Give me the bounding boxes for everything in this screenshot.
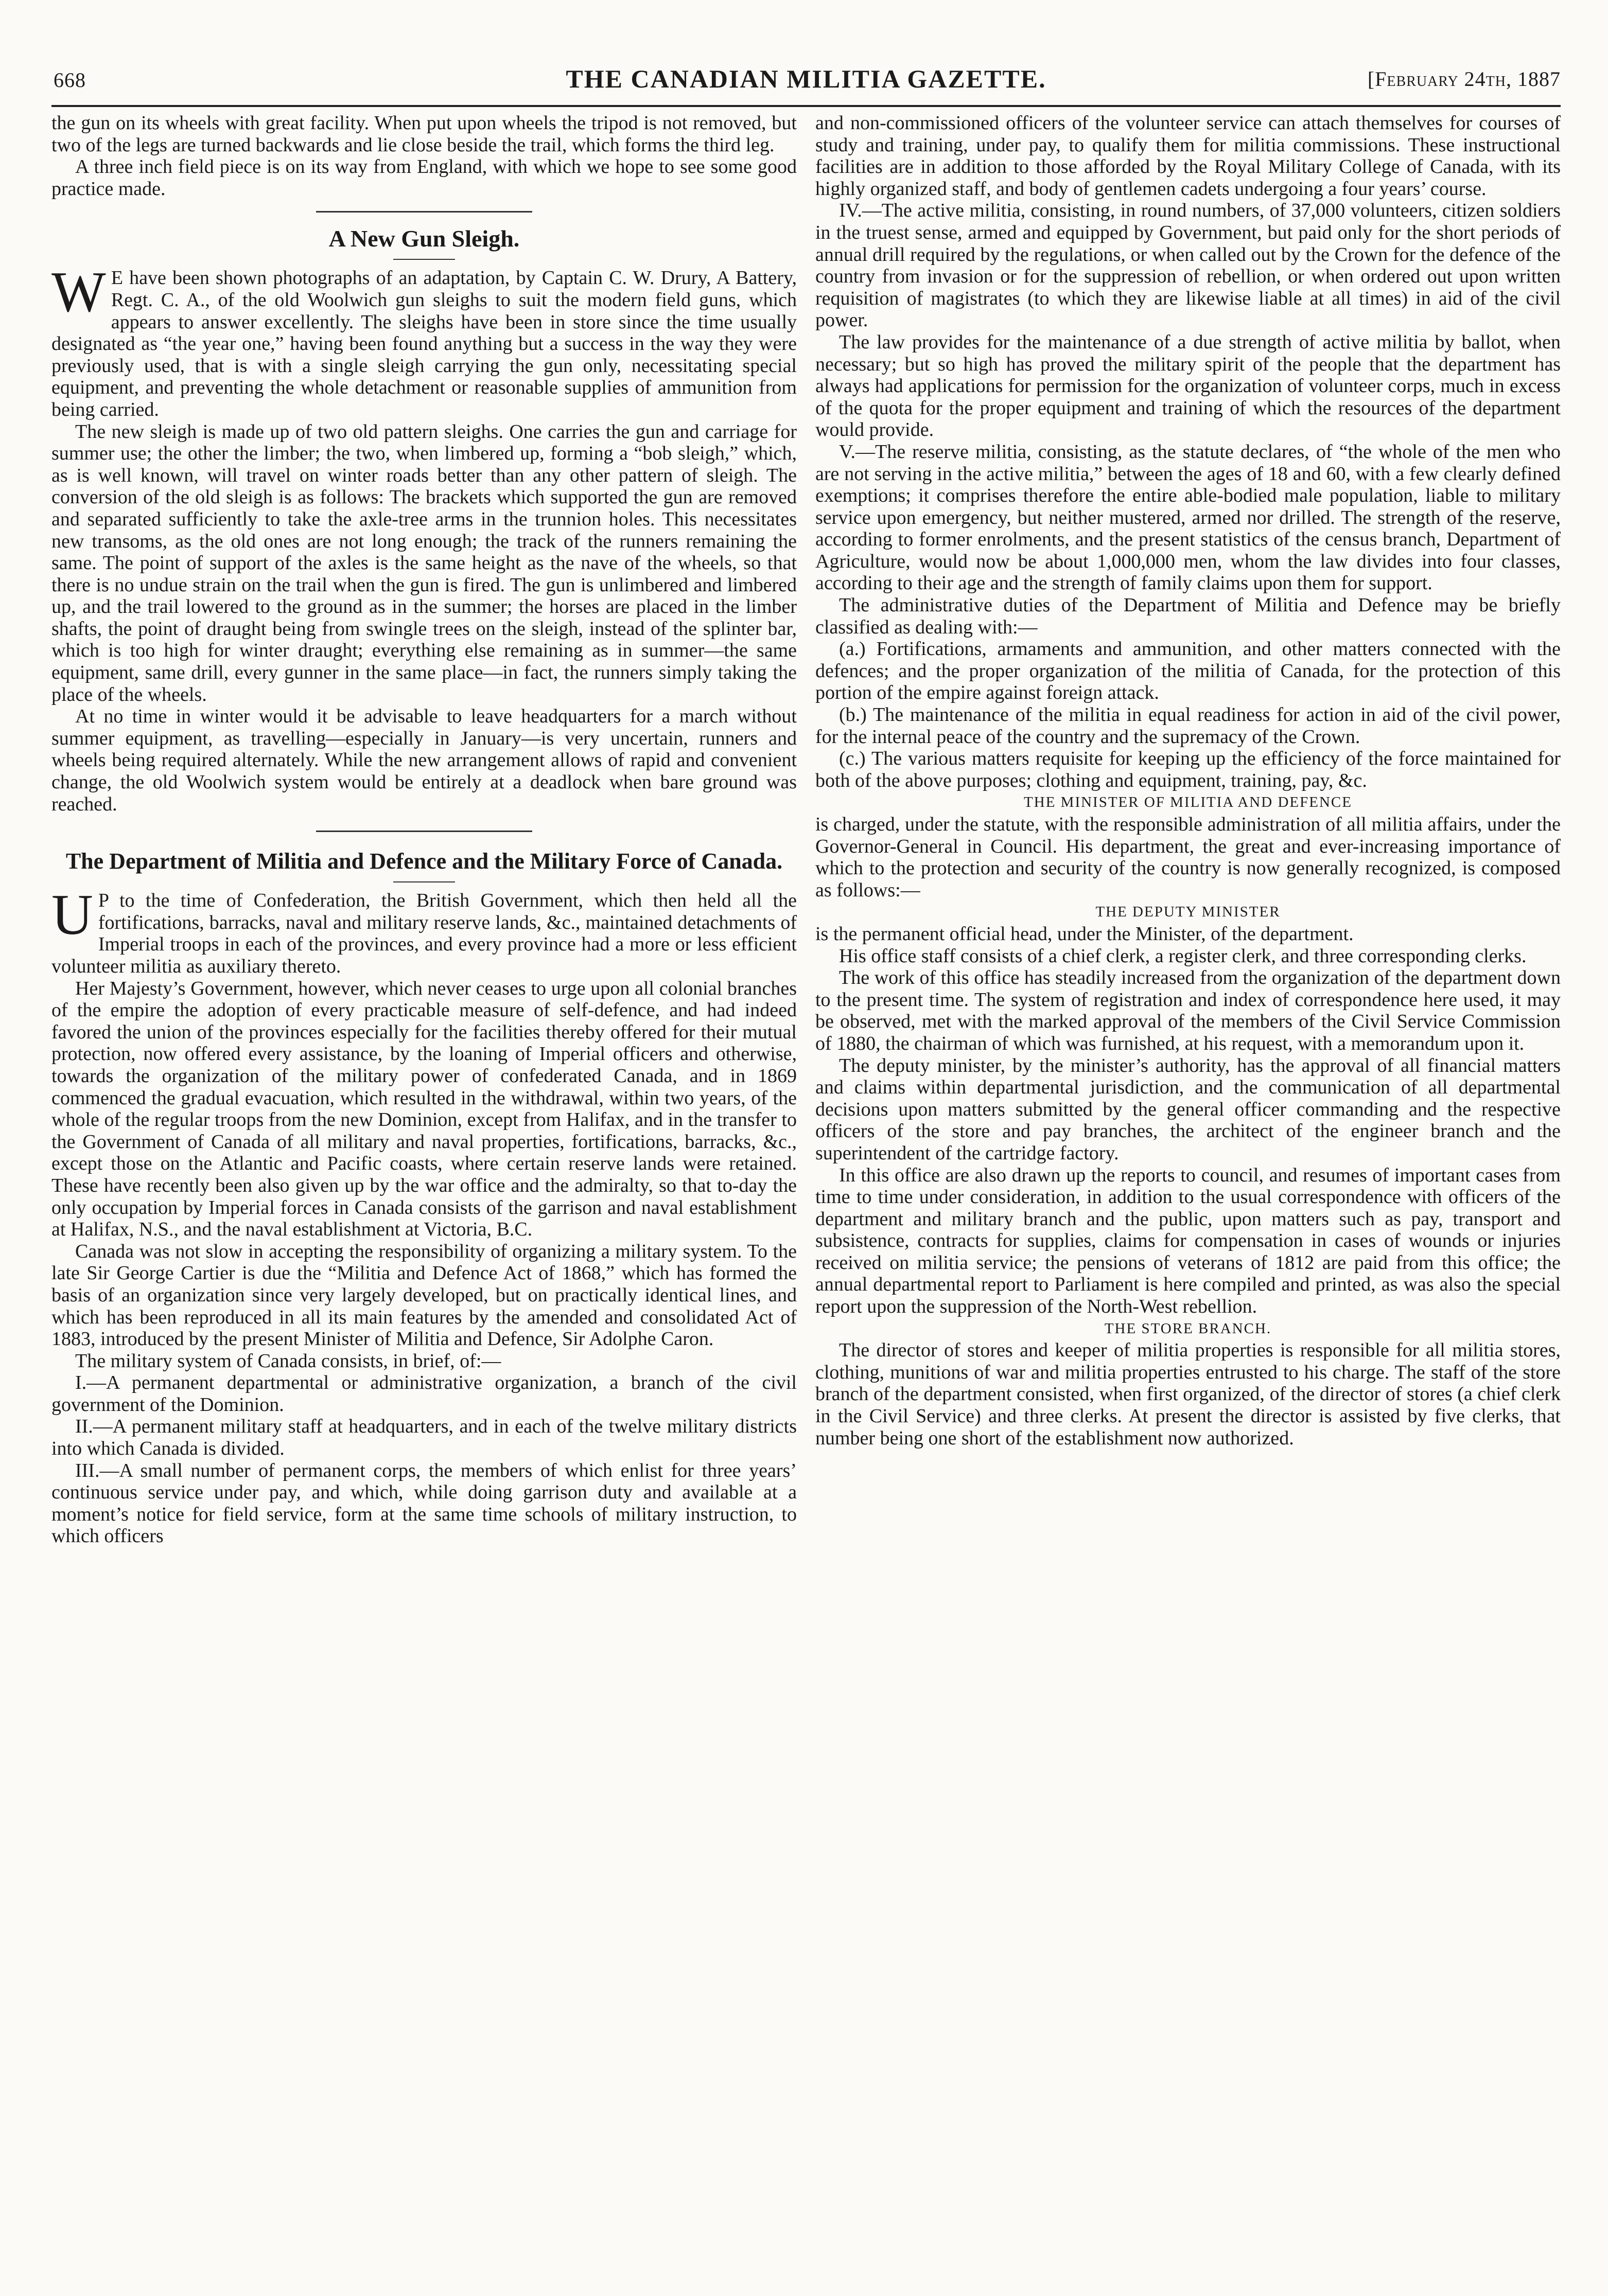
paragraph: Canada was not slow in accepting the responsibility of organizing a military system. To the late Sir George Cartier is due the “Militia and Defence Act of 1868,” which has formed the basis of an organization since very largely developed, but on practically identical lines, and which has been reproduced in all its main features by the amended and consolidated Act of 1883, introduced by the present Minister of Militia and Defence, Sir Adolphe Caron. bbox=[51, 1240, 797, 1350]
article-headline: The Department of Militia and Defence and the Military Force of Canada. bbox=[65, 849, 783, 874]
paragraph: At no time in winter would it be advisable to leave headquarters for a march without summer equipment, as travelling—especially in January—is very uncertain, runners and wheels being required alternately. While the new arrangement allows of rapid and convenient change, the old Woolwich system would be entirely at a deadlock when bare ground was reached. bbox=[51, 705, 797, 815]
paragraph: and non-commissioned officers of the volunteer service can attach themselves for courses of study and training, under pay, to qualify them for militia commissions. These instructional facilities are in addition to those afforded by the Royal Military College of Canada, with its highly organized staff, and body of gentlemen cadets undergoing a four years’ course. bbox=[815, 112, 1561, 200]
paragraph: is the permanent official head, under the Minister, of the department. bbox=[815, 923, 1354, 945]
paragraph: The new sleigh is made up of two old pattern sleighs. One carries the gun and carriage for summer use; the other the limber; the two, when limbered up, forming a “bob sleigh,” which, as is well known, will travel on winter roads better than any other pattern of sleigh. The conversion of the old sleigh is as follows: The brackets which supported the gun are removed and separated sufficiently to take the axle-tree arms in the trunnion holes. This necessitates new transoms, as the old ones are not long enough; the track of the runners remaining the same. The point of support of the axles is the same height as the nave of the wheels, so that there is no undue strain on the trail when the gun is fired. The gun is unlimbered and limbered up, and the trail lowered to the ground as in the summer; the horses are placed in the limber shafts, the point of draught being from swingle trees on the sleigh, instead of the splinter bar, which is too high for winter draught; everything else remaining as in summer—the same equipment, same drill, every gunner in the same place—in fact, the runners simply taking the place of the wheels. bbox=[51, 420, 797, 705]
paragraph: A three inch field piece is on its way from England, with which we hope to see some good practice made. bbox=[51, 156, 797, 200]
paragraph: Her Majesty’s Government, however, which never ceases to urge upon all colonial branches of the empire the adoption of every practicable measure of self-defence, and had indeed favored the union of the provinces especially for the facilities thereby offered for their mutual protection, now offered every assistance, by the loaning of Imperial officers and otherwise, towards the organization of the military power of confederated Canada, and in 1869 commenced the gradual evacuation, which resulted in the withdrawal, within two years, of the whole of the regular troops from the new Dominion, except from Halifax, and in the transfer to the Government of Canada of all military and naval properties, fortifications, barracks, &c., except those on the Atlantic and Pacific coasts, where certain reserve lands were retained. These have recently been also given up by the war office and the admiralty, so that to-day the only occupation by Imperial forces in Canada consists of the garrison and naval establishment at Halifax, N.S., and the naval establishment at Victoria, B.C. bbox=[51, 977, 797, 1241]
list-item: (b.) The maintenance of the militia in equal readiness for action in aid of the civil power, for the internal peace of the country and the supremacy of the Crown. bbox=[815, 704, 1561, 748]
section-subhead: THE STORE BRANCH. bbox=[1104, 1320, 1272, 1337]
list-item: I.—A permanent departmental or administrative organization, a branch of the civil government of the Dominion. bbox=[51, 1372, 797, 1416]
paragraph: In this office are also drawn up the reports to council, and resumes of important cases from time to time under consideration, in addition to the usual correspondence with officers of the department and military branch and the public, upon matters such as pay, transport and subsistence, contracts for supplies, claims for compensation in cases of wounds or injuries received on militia service; the pensions of veterans of 1812 are paid from this office; the annual departmental report to Parliament is here compiled and printed, as was also the special report upon the suppression of the North-West rebellion. bbox=[815, 1164, 1561, 1318]
paragraph: The director of stores and keeper of militia properties is responsible for all militia stores, clothing, munitions of war and militia properties entrusted to his charge. The staff of the store branch of the department consisted, when first organized, of the director of stores (a chief clerk in the Civil Service) and three clerks. At present the director is assisted by five clerks, that number being one short of the establishment now authorized. bbox=[815, 1339, 1561, 1449]
article-headline: A New Gun Sleigh. bbox=[328, 225, 520, 252]
article-columns bbox=[51, 112, 1561, 1547]
headline-rule bbox=[393, 881, 455, 882]
masthead bbox=[51, 61, 1561, 101]
drop-cap: U bbox=[51, 883, 93, 947]
paragraph: His office staff consists of a chief clerk, a register clerk, and three corresponding clerks. bbox=[839, 945, 1527, 967]
paragraph: The administrative duties of the Department of Militia and Defence may be briefly classified as dealing with:— bbox=[815, 594, 1561, 638]
list-item: III.—A small number of permanent corps, the members of which enlist for three years’ continuous service under pay, and which, while doing garrison duty and available at a moment’s notice for field service, form at the same time schools of military instruction, to which officers bbox=[51, 1459, 797, 1547]
list-item: V.—The reserve militia, consisting, as the statute declares, of “the whole of the men who are not serving in the active militia,” between the ages of 18 and 60, with a few clearly defined exemptions; it comprises therefore the entire able-bodied male population, liable to military service upon emergency, but neither mustered, armed nor drilled. The strength of the reserve, according to former enrolments, and the present statistics of the census branch, Department of Agriculture, would now be about 1,000,000 men, whom the law divides into four classes, according to their age and the strength of family claims upon them for support. bbox=[815, 440, 1561, 594]
page-number: 668 bbox=[54, 68, 86, 92]
paragraph: The military system of Canada consists, in brief, of:— bbox=[75, 1350, 501, 1372]
right-column bbox=[815, 112, 1561, 1547]
section-subhead: THE MINISTER OF MILITIA AND DEFENCE bbox=[1024, 794, 1352, 811]
list-item: (c.) The various matters requisite for keeping up the efficiency of the force maintained for both of the above purposes; clothing and equipment, training, pay, &c. bbox=[815, 748, 1561, 791]
paragraph: The law provides for the maintenance of a due strength of active militia by ballot, when necessary; but so high has proved the military spirit of the people that the department has always had applications for permission for the organization of volunteer corps, much in excess of the quota for the proper equipment and training of which the resources of the department would provide. bbox=[815, 331, 1561, 441]
section-divider bbox=[316, 831, 532, 832]
paragraph: W E have been shown photographs of an adaptation, by Captain C. W. Drury, A Battery, Regt. C. A., of the old Woolwich gun sleighs to suit the modern field guns, which appears to answer excellently. The sleighs have been in store since the time usually designated as “the year one,” having been found anything but a success in the way they were previously used, that is with a single sleigh carrying the gun only, necessitating special equipment, and preventing the whole detachment or reasonable supplies of ammunition from being carried. bbox=[51, 260, 797, 420]
paragraph: the gun on its wheels with great facility. When put upon wheels the tripod is not removed, but two of the legs are turned backwards and lie close beside the trail, which forms the third leg. bbox=[51, 112, 797, 156]
list-item: (a.) Fortifications, armaments and ammunition, and other matters connected with the defences; and the proper organization of the militia of Canada, for the protection of this portion of the empire against foreign attack. bbox=[815, 638, 1561, 704]
header-rule bbox=[51, 105, 1561, 107]
headline-rule bbox=[393, 259, 455, 260]
issue-date: [February 24th, 1887 bbox=[1367, 67, 1561, 91]
paragraph: is charged, under the statute, with the responsible administration of all militia affairs, under the Governor-General in Council. His department, the great and ever-increasing importance of which to the protection and security of the country is now generally recognized, is composed as follows:— bbox=[815, 814, 1561, 901]
section-divider bbox=[316, 211, 532, 213]
paragraph: The work of this office has steadily increased from the organization of the department down to the present time. The system of registration and index of correspondence here used, it may be observed, met with the marked approval of the members of the Civil Service Commission of 1880, the chairman of which was furnished, at his request, with a memorandum upon it. bbox=[815, 967, 1561, 1054]
section-subhead: THE DEPUTY MINISTER bbox=[1095, 904, 1281, 921]
left-column bbox=[51, 112, 797, 1547]
drop-cap: W bbox=[51, 260, 106, 325]
list-item: II.—A permanent military staff at headquarters, and in each of the twelve military districts into which Canada is divided. bbox=[51, 1416, 797, 1460]
paragraph: U P to the time of Confederation, the British Government, which then held all the fortifications, barracks, naval and military reserve lands, &c., maintained detachments of Imperial troops in each of the provinces, and every province had a more or less efficient volunteer militia as auxiliary thereto. bbox=[51, 883, 797, 977]
publication-title: THE CANADIAN MILITIA GAZETTE. bbox=[566, 64, 1046, 93]
list-item: IV.—The active militia, consisting, in round numbers, of 37,000 volunteers, citizen soldiers in the truest sense, armed and equipped by Government, but paid only for the short periods of annual drill required by the regulations, or when called out by the Crown for the defence of the country from invasion or for the suppression of rebellion, or when ordered out upon written requisition of magistrates (to which they are likewise liable at all times) in aid of the civil power. bbox=[815, 200, 1561, 331]
paragraph: The deputy minister, by the minister’s authority, has the approval of all financial matters and claims within departmental jurisdiction, and the communication of all departmental decisions upon matters submitted by the general officer commanding and the respective officers of the store and pay branches, the architect of the engineer branch and the superintendent of the cartridge factory. bbox=[815, 1054, 1561, 1164]
